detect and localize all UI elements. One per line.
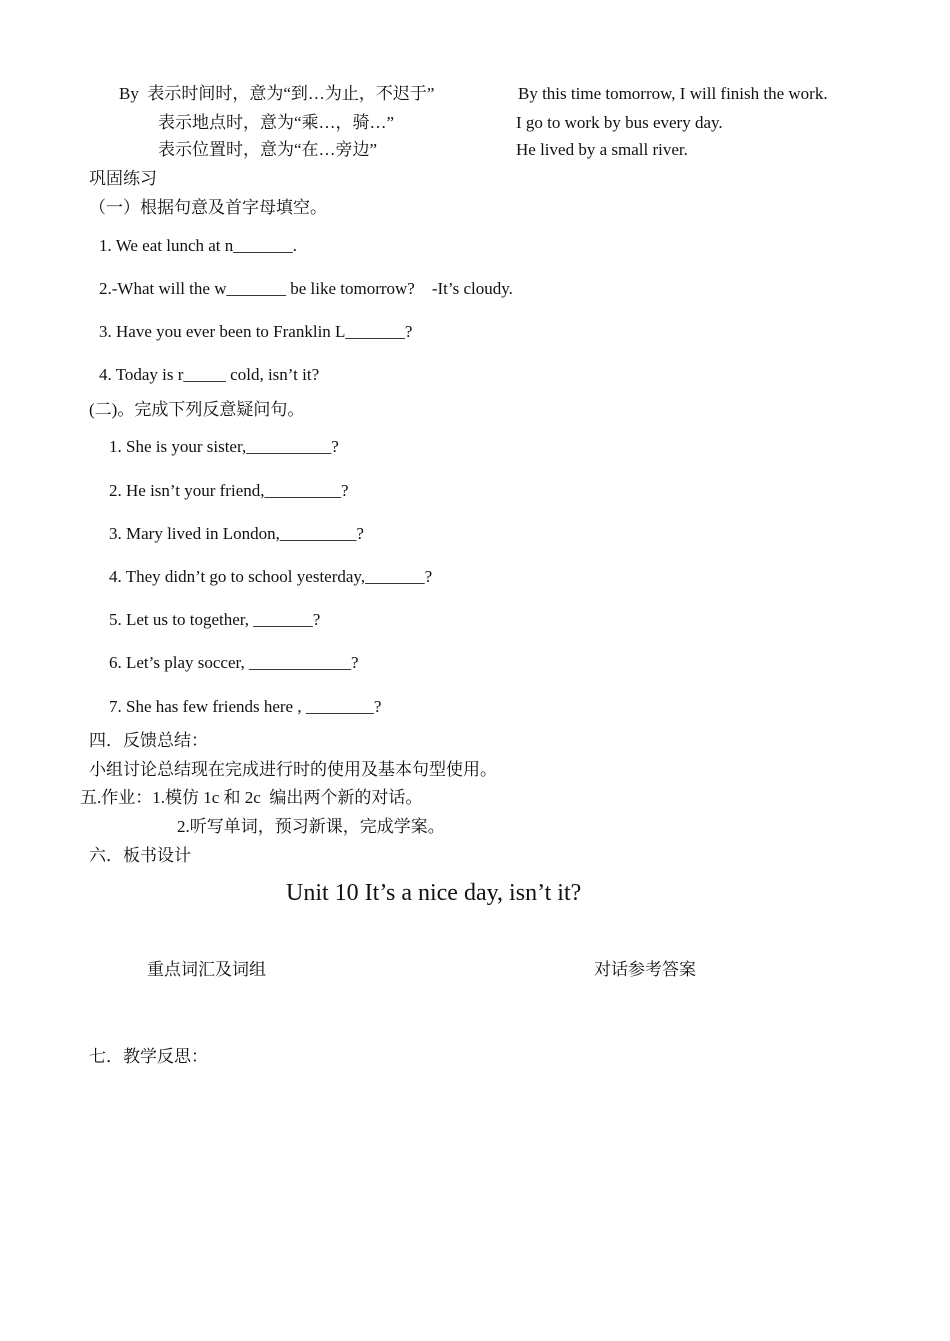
part2-item: 2. He isn’t your friend,_________? (109, 481, 349, 500)
part2-item: 6. Let’s play soccer, ____________? (109, 653, 359, 672)
practice-heading: 巩固练习 (89, 169, 157, 188)
feedback-heading: 四．反馈总结： (89, 731, 208, 750)
part1-item: 3. Have you ever been to Franklin L_______? (99, 322, 413, 341)
feedback-text: 小组讨论总结现在完成进行时的使用及基本句型使用。 (89, 760, 497, 779)
part2-item: 7. She has few friends here , ________? (109, 697, 382, 716)
board-left-label: 重点词汇及词组 (147, 960, 266, 979)
board-right-label: 对话参考答案 (594, 960, 696, 979)
part1-title: （一）根据句意及首字母填空。 (89, 198, 327, 217)
unit-title: Unit 10 It’s a nice day, isn’t it? (286, 880, 582, 906)
by-usage-time-example: By this time tomorrow, I will finish the work. (518, 84, 828, 103)
by-usage-time-zh: By 表示时间时，意为“到…为止，不迟于” (119, 84, 435, 103)
part2-item: 4. They didn’t go to school yesterday,_______? (109, 567, 433, 586)
by-usage-place-example: I go to work by bus every day. (516, 113, 723, 132)
part2-title: (二)。完成下列反意疑问句。 (89, 400, 305, 419)
by-usage-position-example: He lived by a small river. (516, 140, 688, 159)
part1-item: 1. We eat lunch at n_______. (99, 236, 298, 255)
reflection-heading: 七．教学反思： (89, 1047, 208, 1066)
part1-item: 4. Today is r_____ cold, isn’t it? (99, 365, 320, 384)
part2-item: 3. Mary lived in London,_________? (109, 524, 364, 543)
board-heading: 六．板书设计 (89, 846, 191, 865)
by-usage-position-zh: 表示位置时，意为“在…旁边” (158, 140, 378, 159)
part2-item: 5. Let us to together, _______? (109, 610, 321, 629)
by-usage-place-zh: 表示地点时，意为“乘…，骑…” (158, 113, 395, 132)
homework-line-1: 五.作业：1.模仿 1c 和 2c 编出两个新的对话。 (80, 788, 423, 807)
homework-line-2: 2.听写单词，预习新课，完成学案。 (177, 817, 445, 836)
part2-item: 1. She is your sister,__________? (109, 437, 339, 456)
part1-item: 2.-What will the w_______ be like tomorrow? -It’s cloudy. (99, 279, 513, 298)
